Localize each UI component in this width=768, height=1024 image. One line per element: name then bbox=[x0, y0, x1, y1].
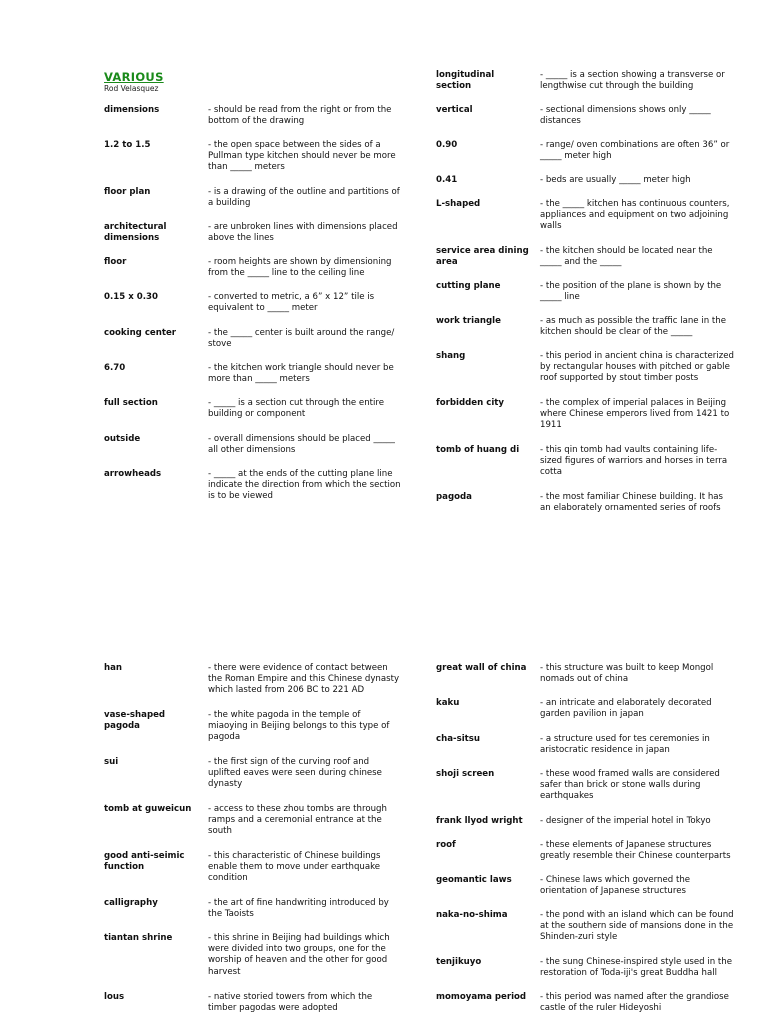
definition: - overall dimensions should be placed _____ all other dimensions bbox=[208, 434, 395, 456]
definition: - is a drawing of the outline and partitions of a building bbox=[208, 187, 400, 209]
definition: - sectional dimensions shows only _____ distances bbox=[540, 105, 711, 127]
term: pagoda bbox=[436, 492, 472, 502]
definition: - room heights are shown by dimensioning from the _____ line to the ceiling line bbox=[208, 257, 392, 279]
term: 6.70 bbox=[104, 363, 126, 373]
term: tomb of huang di bbox=[436, 445, 520, 455]
term: cutting plane bbox=[436, 281, 501, 291]
term: roof bbox=[436, 840, 456, 850]
term: tomb at guweicun bbox=[104, 804, 192, 814]
term: naka-no-shima bbox=[436, 910, 508, 920]
term: vase-shaped pagoda bbox=[104, 710, 166, 732]
term: 0.41 bbox=[436, 175, 458, 185]
term: 0.15 x 0.30 bbox=[104, 292, 158, 302]
definition: - the first sign of the curving roof and uplifted eaves were seen during chinese dynasty bbox=[208, 757, 382, 790]
definition: - the most familiar Chinese building. It has an elaborately ornamented series of roofs bbox=[540, 492, 724, 514]
definition: - this period in ancient china is characterized by rectangular houses with pitched or gable roof supported by stout timber posts bbox=[540, 351, 734, 384]
definition: - the art of fine handwriting introduced by the Taoists bbox=[208, 898, 389, 920]
term: arrowheads bbox=[104, 469, 162, 479]
definition: - converted to metric, a 6” x 12” tile is equivalent to _____ meter bbox=[208, 292, 375, 314]
term: kaku bbox=[436, 698, 460, 708]
term: service area dining area bbox=[436, 246, 529, 268]
term: han bbox=[104, 663, 123, 673]
definition: - an intricate and elaborately decorated garden pavilion in japan bbox=[540, 698, 712, 720]
term: cha-sitsu bbox=[436, 734, 480, 744]
definition: - beds are usually _____ meter high bbox=[540, 175, 691, 185]
definition: - Chinese laws which governed the orientation of Japanese structures bbox=[540, 875, 691, 897]
term: geomantic laws bbox=[436, 875, 512, 885]
definition: - these wood framed walls are considered safer than brick or stone walls during earthquakes bbox=[540, 769, 720, 802]
page-title: VARIOUS bbox=[104, 70, 164, 84]
definition: - the kitchen should be located near the _____ and the _____ bbox=[540, 246, 713, 268]
term: good anti-seimic function bbox=[104, 851, 185, 873]
term: tiantan shrine bbox=[104, 933, 173, 943]
term: cooking center bbox=[104, 328, 177, 338]
definition: - there were evidence of contact between the Roman Empire and this Chinese dynasty which lasted from 206 BC to 221 AD bbox=[208, 663, 400, 696]
term: 0.90 bbox=[436, 140, 458, 150]
definition: - _____ is a section cut through the entire building or component bbox=[208, 398, 385, 420]
definition: - this shrine in Beijing had buildings which were divided into two groups, one for the worship of heaven and the other for good harvest bbox=[208, 933, 390, 977]
term: calligraphy bbox=[104, 898, 158, 908]
term: work triangle bbox=[436, 316, 501, 326]
definition: - should be read from the right or from the bottom of the drawing bbox=[208, 105, 392, 127]
term: momoyama period bbox=[436, 992, 527, 1002]
term: shoji screen bbox=[436, 769, 495, 779]
definition: - this characteristic of Chinese buildings enable them to move under earthquake condition bbox=[208, 851, 381, 884]
term: dimensions bbox=[104, 105, 160, 115]
definition: - the _____ kitchen has continuous counters, appliances and equipment on two adjoining walls bbox=[540, 199, 730, 232]
definition: - this structure was built to keep Mongol nomads out of china bbox=[540, 663, 714, 685]
definition: - native storied towers from which the timber pagodas were adopted bbox=[208, 992, 373, 1014]
definition: - this period was named after the grandiose castle of the ruler Hideyoshi bbox=[540, 992, 729, 1014]
term: forbidden city bbox=[436, 398, 504, 408]
term: shang bbox=[436, 351, 466, 361]
term: lous bbox=[104, 992, 125, 1002]
term: sui bbox=[104, 757, 119, 767]
definition: - _____ at the ends of the cutting plane line indicate the direction from which the section is to be viewed bbox=[208, 469, 401, 502]
term: L-shaped bbox=[436, 199, 481, 209]
definition: - the kitchen work triangle should never be more than _____ meters bbox=[208, 363, 394, 385]
definition: - as much as possible the traffic lane in the kitchen should be clear of the _____ bbox=[540, 316, 726, 338]
definition: - the open space between the sides of a Pullman type kitchen should never be more than _____ meters bbox=[208, 140, 396, 173]
term: outside bbox=[104, 434, 141, 444]
term: floor plan bbox=[104, 187, 151, 197]
term: frank llyod wright bbox=[436, 816, 523, 826]
term: architectural dimensions bbox=[104, 222, 167, 244]
term: longitudinal section bbox=[436, 70, 495, 92]
definition: - are unbroken lines with dimensions placed above the lines bbox=[208, 222, 398, 244]
term: floor bbox=[104, 257, 127, 267]
term: 1.2 to 1.5 bbox=[104, 140, 151, 150]
term: tenjikuyo bbox=[436, 957, 482, 967]
definition: - designer of the imperial hotel in Tokyo bbox=[540, 816, 711, 826]
term: great wall of china bbox=[436, 663, 527, 673]
definition: - the pond with an island which can be found at the southern side of mansions done in the Shinden-zuri style bbox=[540, 910, 734, 943]
definition: - the sung Chinese-inspired style used in the restoration of Toda-iji's great Buddha hall bbox=[540, 957, 733, 979]
definition: - the complex of imperial palaces in Beijing where Chinese emperors lived from 1421 to 1911 bbox=[540, 398, 730, 431]
term: vertical bbox=[436, 105, 473, 115]
definition: - range/ oven combinations are often 36” or _____ meter high bbox=[540, 140, 730, 162]
term: full section bbox=[104, 398, 158, 408]
definition: - _____ is a section showing a transverse or lengthwise cut through the building bbox=[540, 70, 725, 92]
definition: - the position of the plane is shown by the _____ line bbox=[540, 281, 722, 303]
definition: - the _____ center is built around the range/ stove bbox=[208, 328, 395, 350]
definition: - a structure used for tes ceremonies in aristocratic residence in japan bbox=[540, 734, 710, 756]
definition: - these elements of Japanese structures greatly resemble their Chinese counterparts bbox=[540, 840, 731, 862]
author-name: Rod Velasquez bbox=[104, 84, 159, 93]
definition: - access to these zhou tombs are through ramps and a ceremonial entrance at the south bbox=[208, 804, 387, 837]
definition: - this qin tomb had vaults containing life-sized figures of warriors and horses in terra cotta bbox=[540, 445, 728, 478]
definition: - the white pagoda in the temple of miaoying in Beijing belongs to this type of pagoda bbox=[208, 710, 390, 743]
